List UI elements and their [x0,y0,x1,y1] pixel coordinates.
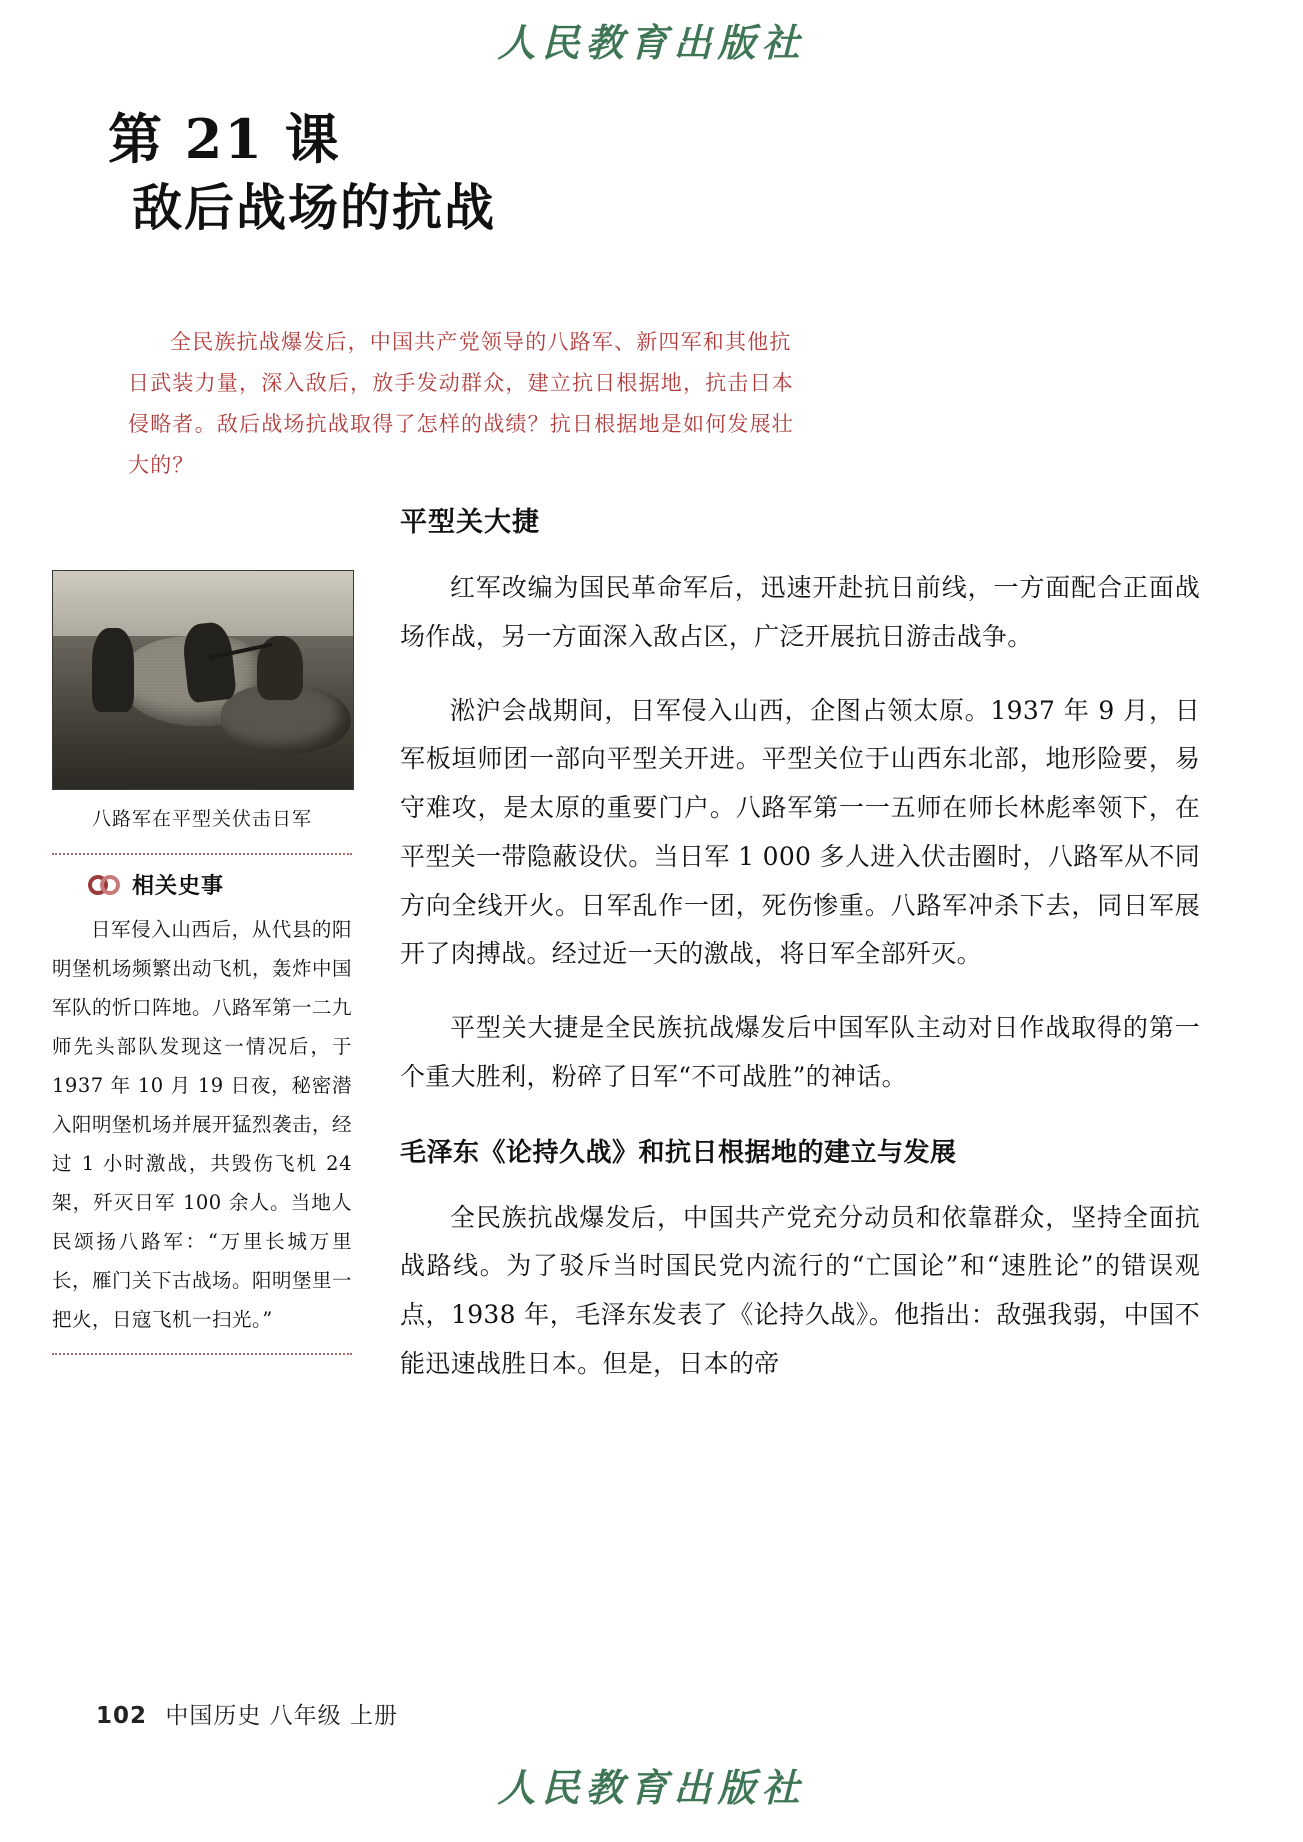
figure-caption: 八路军在平型关伏击日军 [91,808,312,830]
historical-photo [52,570,354,790]
sidebar-related-history [52,853,352,1355]
two-rings-icon [88,872,122,898]
section-1-paragraph-2: 淞沪会战期间，日军侵入山西，企图占领太原。1937 年 9 月，日军板垣师团一部向平型关开进。平型关位于山西东北部，地形险要，易守难攻，是太原的重要门户。八路军第一一五师在师长林彪率领下，在平型关一带隐蔽设伏。当日军 1 000 多人进入伏击圈时，八路军从不同方向全线开火。日军乱作一团，死伤惨重。八路军冲杀下去，同日军展开了肉搏战。经过近一天的激战，将日军全部歼灭。 [400,695,1200,969]
publisher-mark-bottom: 人民教育出版社 [497,1768,806,1810]
right-column [400,500,1200,1414]
publisher-mark-top: 人民教育出版社 [497,23,806,65]
section-1-paragraph-3: 平型关大捷是全民族抗战爆发后中国军队主动对日作战取得的第一个重大胜利，粉碎了日军“不可战胜”的神话。 [400,1013,1200,1091]
lesson-number: 第 21 课 [108,107,341,171]
section-heading-1: 平型关大捷 [400,507,540,538]
book-title: 中国历史 八年级 上册 [165,1703,398,1729]
left-column [52,570,352,1355]
page-footer [96,1697,398,1730]
sidebar-header [52,869,352,900]
photo-grain-overlay [53,571,353,789]
sidebar-title: 相关史事 [132,874,225,899]
sidebar-body-text: 日军侵入山西后，从代县的阳明堡机场频繁出动飞机，轰炸中国军队的忻口阵地。八路军第一二九师先头部队发现这一情况后，于1937 年 10 月 19 日夜，秘密潜入阳明堡机场并展开猛烈袭击，经过 1 小时激战，共毁伤飞机 24 架，歼灭日军 100 余人。当地人民颂扬八路军：“万里长城万里长，雁门关下古战场。阳明堡里一把火，日寇飞机一扫光。” [52,918,353,1331]
page-number: 102 [96,1703,148,1729]
section-2-paragraph-1: 全民族抗战爆发后，中国共产党充分动员和依靠群众，坚持全面抗战路线。为了驳斥当时国民党内流行的“亡国论”和“速胜论”的错误观点，1938 年，毛泽东发表了《论持久战》。他指出：敌强我弱，中国不能迅速战胜日本。但是，日本的帝 [400,1202,1200,1378]
section-heading-2: 毛泽东《论持久战》和抗日根据地的建立与发展 [400,1137,957,1168]
lesson-intro-text: 全民族抗战爆发后，中国共产党领导的八路军、新四军和其他抗日武装力量，深入敌后，放手发动群众，建立抗日根据地，抗击日本侵略者。敌后战场抗战取得了怎样的战绩？抗日根据地是如何发展壮大的？ [128,330,794,477]
section-1-paragraph-1: 红军改编为国民革命军后，迅速开赴抗日前线，一方面配合正面战场作战，另一方面深入敌占区，广泛开展抗日游击战争。 [400,573,1200,651]
lesson-name: 敌后战场的抗战 [132,178,496,238]
page-title [108,108,496,238]
